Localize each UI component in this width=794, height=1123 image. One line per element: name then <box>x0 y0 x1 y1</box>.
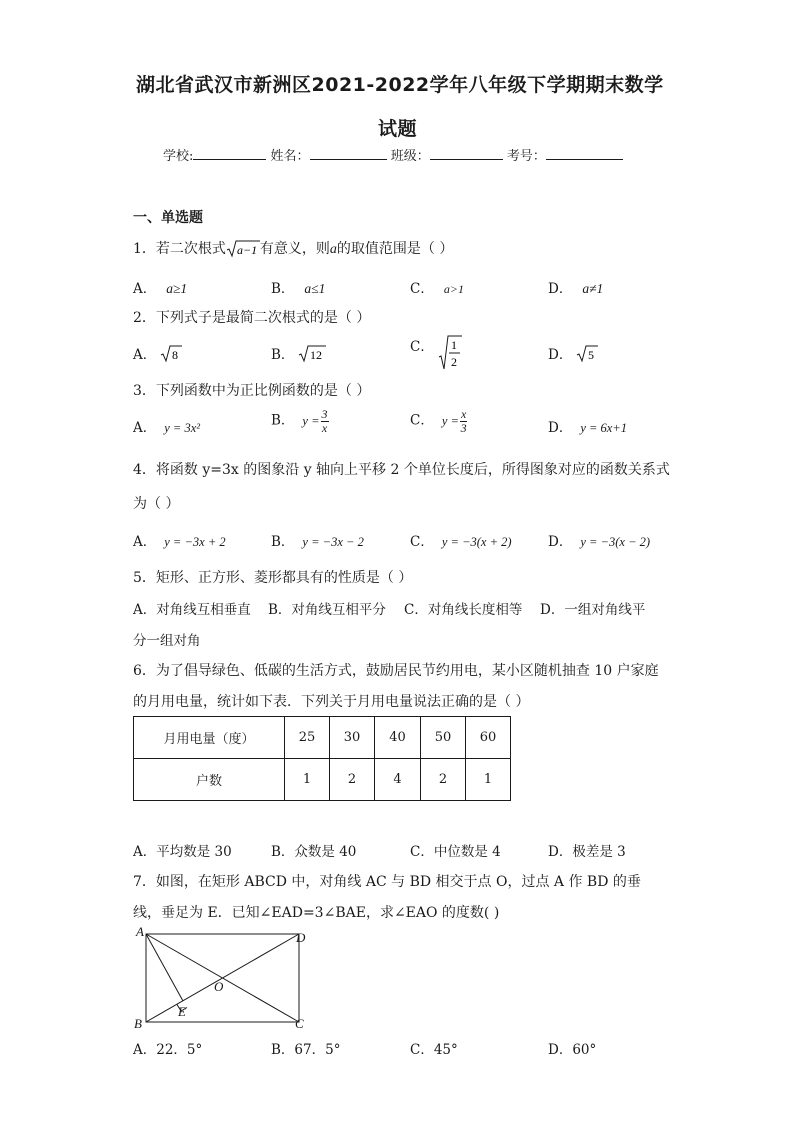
q1-post: 的取值范围是（ ） <box>336 241 454 257</box>
q3-option-d[interactable]: D． y = 6x+1 <box>548 420 628 436</box>
question-6-line1: 6．为了倡导绿色、低碳的生活方式，鼓励居民节约用电，某小区随机抽查 10 户家庭 <box>133 663 659 679</box>
label-a: A <box>136 924 144 939</box>
table-cell: 30 <box>330 717 375 759</box>
q1-pre: 1．若二次根式 <box>133 241 226 257</box>
section-title: 一、单选题 <box>133 210 203 226</box>
q5-option-d[interactable]: D．一组对角线平 <box>540 602 646 618</box>
q4-option-c[interactable]: C． y = −3(x + 2) <box>410 534 512 550</box>
q7-option-d[interactable]: D．60° <box>548 1042 597 1058</box>
q5-option-d-wrap: 分一组对角 <box>133 633 201 649</box>
q7-option-b[interactable]: B．67．5° <box>271 1042 341 1058</box>
q6-option-b[interactable]: B．众数是 40 <box>271 844 357 860</box>
q2-d-radicand: 5 <box>588 348 595 362</box>
id-label: 考号： <box>506 149 546 164</box>
question-4-line1: 4．将函数 y=3x 的图象沿 y 轴向上平移 2 个单位长度后，所得图象对应的函数关系式 <box>133 462 670 478</box>
label-e: E <box>178 1004 186 1019</box>
question-7-line1: 7．如图，在矩形 ABCD 中，对角线 AC 与 BD 相交于点 O，过点 A 作 BD 的垂 <box>133 874 641 890</box>
q2-option-a[interactable]: A． 8 <box>133 343 182 363</box>
q3-option-a[interactable]: A． y = 3x² <box>133 420 201 436</box>
info-line <box>163 145 623 164</box>
q1-option-b[interactable]: B． a≤1 <box>271 281 326 297</box>
q2-c-den: 2 <box>450 355 457 369</box>
q7-option-a[interactable]: A．22．5° <box>133 1042 203 1058</box>
q6-option-c[interactable]: C．中位数是 4 <box>410 844 501 860</box>
school-label: 学校: <box>163 149 194 164</box>
q7-option-c[interactable]: C．45° <box>410 1042 458 1058</box>
question-3: 3．下列函数中为正比例函数的是（ ） <box>133 383 371 399</box>
q2-option-c[interactable]: C． 1 2 <box>410 335 462 371</box>
q1-radicand: a−1 <box>236 242 258 257</box>
q2-a-radicand: 8 <box>172 348 179 362</box>
table-cell: 25 <box>285 717 330 759</box>
class-label: 班级： <box>390 149 430 164</box>
label-b: B <box>134 1016 142 1031</box>
q1-radical <box>226 240 260 259</box>
q5-option-b[interactable]: B．对角线互相平分 <box>268 602 386 618</box>
q5-option-c[interactable]: C．对角线长度相等 <box>404 602 523 618</box>
table-row <box>134 717 511 759</box>
label-d: D <box>296 930 306 945</box>
q2-b-radicand: 12 <box>310 348 323 362</box>
page-title-line2: 试题 <box>378 118 418 140</box>
q3-option-b[interactable]: B． y = $\frac{3}{x}$ <box>271 407 328 435</box>
table-cell: 1 <box>285 759 330 801</box>
q2-option-d[interactable]: D． 5 <box>548 343 598 363</box>
q1-option-c[interactable]: C． a>1 <box>410 281 464 297</box>
table-cell: 2 <box>421 759 466 801</box>
q4-option-d[interactable]: D． y = −3(x − 2) <box>548 534 651 550</box>
q6-option-d[interactable]: D．极差是 3 <box>548 844 626 860</box>
usage-table <box>133 716 511 801</box>
table-header-cell: 户数 <box>134 759 285 801</box>
q1-option-d[interactable]: D． a≠1 <box>548 281 604 297</box>
perpendicular-ae <box>146 934 183 1001</box>
question-1 <box>133 238 453 259</box>
q2-option-b[interactable]: B． 12 <box>271 343 326 363</box>
id-field[interactable] <box>546 146 623 160</box>
page-title-line1: 湖北省武汉市新洲区2021-2022学年八年级下学期期末数学 <box>136 74 664 96</box>
table-cell: 60 <box>466 717 511 759</box>
q1-option-a[interactable]: A． a≥1 <box>133 281 188 297</box>
q3-option-c[interactable]: C． y = $\frac{x}{3}$ <box>410 407 467 435</box>
table-cell: 50 <box>421 717 466 759</box>
q4-option-a[interactable]: A． y = −3x + 2 <box>133 534 226 550</box>
table-cell: 2 <box>330 759 375 801</box>
table-row <box>134 759 511 801</box>
label-c: C <box>295 1016 304 1031</box>
table-cell: 4 <box>375 759 421 801</box>
name-field[interactable] <box>310 146 387 160</box>
question-2: 2．下列式子是最简二次根式的是（ ） <box>133 310 371 326</box>
label-o: O <box>214 979 224 994</box>
q5-option-a[interactable]: A．对角线互相垂直 <box>133 602 251 618</box>
table-header-cell: 月用电量（度） <box>134 717 285 759</box>
question-4-line2: 为（ ） <box>133 496 180 512</box>
table-cell: 40 <box>375 717 421 759</box>
school-field[interactable] <box>193 146 266 160</box>
q4-option-b[interactable]: B． y = −3x − 2 <box>271 534 364 550</box>
q2-c-num: 1 <box>450 338 457 352</box>
question-5: 5．矩形、正方形、菱形都具有的性质是（ ） <box>133 570 413 586</box>
name-label: 姓名： <box>270 149 310 164</box>
question-6-line2: 的月用电量，统计如下表．下列关于月用电量说法正确的是（ ） <box>133 694 530 710</box>
q1-mid: 有意义，则 <box>259 241 330 257</box>
table-cell: 1 <box>466 759 511 801</box>
rectangle-figure <box>130 924 320 1034</box>
q1-var: a <box>329 242 337 257</box>
question-7-line2: 线，垂足为 E．已知∠EAD=3∠BAE，求∠EAO 的度数( ) <box>133 905 500 921</box>
class-field[interactable] <box>430 146 503 160</box>
q6-option-a[interactable]: A．平均数是 30 <box>133 844 232 860</box>
